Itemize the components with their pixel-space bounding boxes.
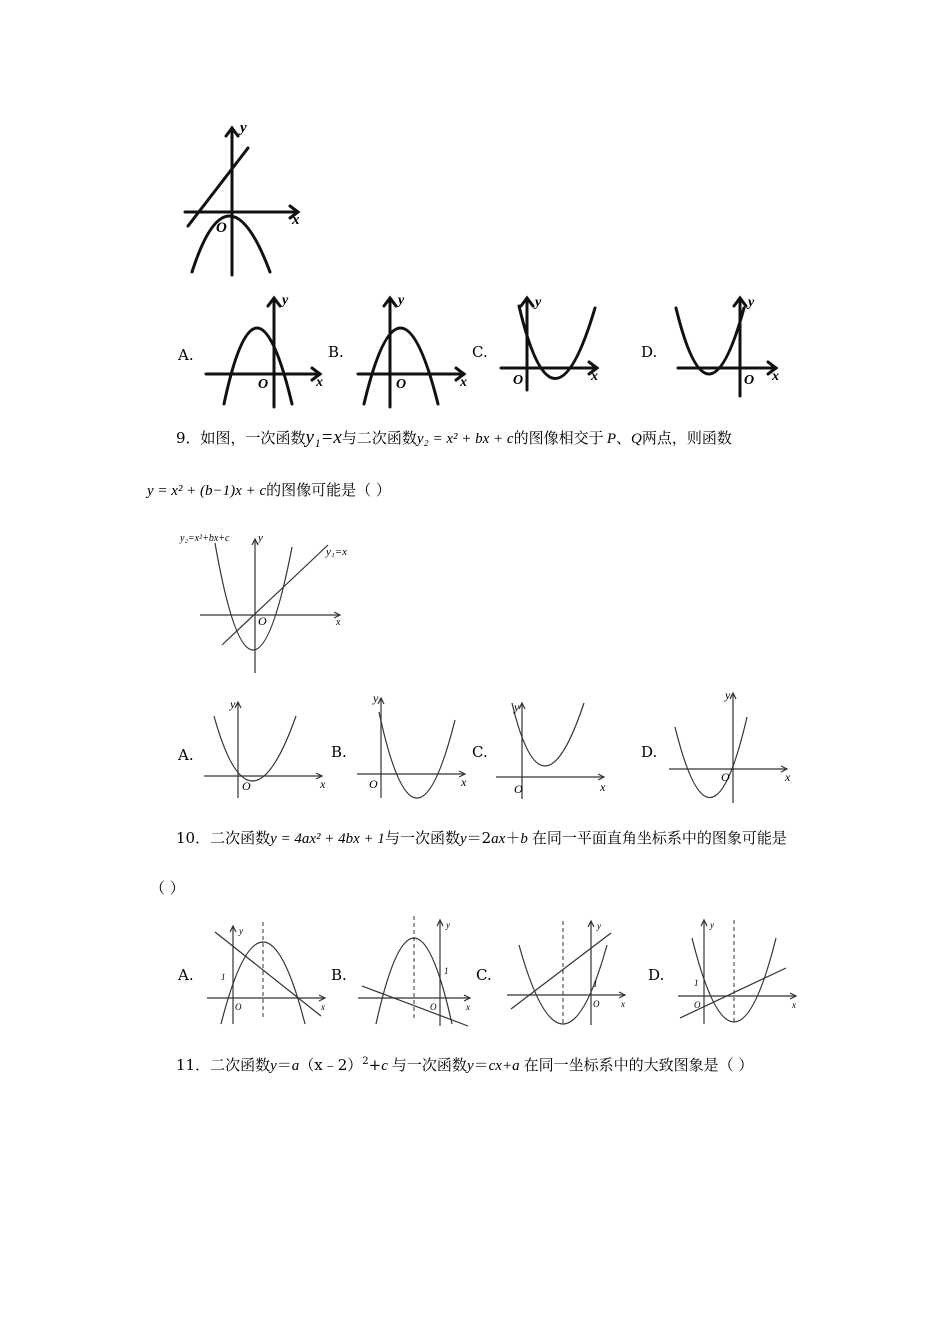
svg-text:y: y	[710, 920, 714, 930]
q9-option-a-graph[interactable]	[200, 696, 330, 800]
q9-option-a-label[interactable]: A.	[178, 746, 194, 764]
svg-text:y: y	[514, 700, 520, 714]
axis-label-y: y	[240, 120, 247, 136]
svg-text:O: O	[694, 1000, 701, 1010]
q10-line2: （ ）	[150, 879, 185, 897]
q10-option-d-label[interactable]: D.	[648, 966, 665, 984]
svg-text:x: x	[621, 999, 625, 1009]
q9-line2: y = x² + (b−1)x + c的图像可能是（ ）	[147, 481, 391, 499]
q8-option-b-graph[interactable]	[352, 292, 482, 412]
svg-text:x: x	[792, 1000, 796, 1010]
svg-text:O: O	[513, 373, 524, 388]
q8-option-c-graph[interactable]	[497, 292, 607, 392]
q9-line1: 9．如图，一次函数y₁=x与二次函数y₂ = x² + bx + c的图像相交于 P、Q两点，则函数	[176, 427, 732, 448]
svg-text:y: y	[748, 295, 755, 310]
svg-text:y: y	[258, 532, 263, 544]
svg-text:y: y	[597, 921, 601, 931]
svg-text:x: x	[316, 375, 323, 390]
q10-option-b-graph[interactable]	[356, 912, 476, 1028]
q8-option-d-graph[interactable]	[672, 292, 792, 402]
svg-text:y: y	[535, 295, 542, 310]
svg-text:O: O	[396, 377, 407, 392]
svg-text:x: x	[321, 1002, 325, 1012]
svg-text:O: O	[514, 782, 523, 796]
q10-option-b-label[interactable]: B.	[331, 966, 347, 984]
svg-text:O: O	[242, 779, 251, 793]
svg-text:x: x	[591, 369, 598, 384]
svg-text:y: y	[446, 920, 450, 930]
q9-y1-label: y₁=x	[326, 546, 348, 558]
svg-text:y: y	[239, 926, 243, 936]
q10-option-c-graph[interactable]	[505, 915, 630, 1027]
svg-text:x: x	[600, 780, 606, 794]
q9-option-b-graph[interactable]	[355, 690, 470, 800]
q8-option-a-label[interactable]: A.	[178, 346, 194, 364]
svg-text:x: x	[466, 1002, 470, 1012]
svg-text:1: 1	[694, 978, 699, 988]
q9-option-c-graph[interactable]	[494, 695, 609, 799]
q8-option-a-graph[interactable]	[200, 292, 330, 412]
q11-line1: 11．二次函数y＝a（x﹣2）$^2$+c 与一次函数y＝cx+a 在同一坐标系中的大致图象是（ ）	[176, 1056, 754, 1074]
q10-option-c-label[interactable]: C.	[476, 966, 492, 984]
q8-option-b-label[interactable]: B.	[328, 343, 344, 361]
svg-text:O: O	[258, 614, 267, 628]
svg-text:y: y	[398, 293, 405, 308]
svg-text:x: x	[460, 375, 467, 390]
q8-option-c-label[interactable]: C.	[472, 343, 488, 361]
svg-text:x: x	[336, 617, 341, 628]
q8-option-d-label[interactable]: D.	[641, 343, 658, 361]
q10-option-d-graph[interactable]	[676, 912, 801, 1027]
svg-text:O: O	[593, 999, 600, 1009]
svg-text:y: y	[725, 688, 731, 702]
axis-label-x: x	[292, 212, 300, 228]
origin-label: O	[216, 220, 227, 236]
q10-line1: 10．二次函数y = 4ax² + 4bx + 1与一次函数y＝2ax＋b 在同一平面直角坐标系中的图象可能是	[176, 829, 787, 847]
q10-option-a-graph[interactable]	[205, 920, 330, 1028]
q9-main-graph	[180, 525, 355, 675]
q9-option-b-label[interactable]: B.	[331, 743, 347, 761]
q9-y2-label: y₂=x²+bx+c	[180, 533, 230, 544]
svg-text:1: 1	[221, 972, 226, 982]
svg-text:O: O	[369, 777, 378, 791]
svg-text:x: x	[772, 369, 779, 384]
q8-main-graph	[180, 120, 310, 280]
svg-text:x: x	[461, 775, 467, 789]
q9-option-d-graph[interactable]	[665, 687, 795, 807]
svg-text:1: 1	[444, 966, 449, 976]
svg-text:x: x	[785, 770, 791, 784]
svg-text:O: O	[744, 373, 755, 388]
svg-text:O: O	[258, 377, 269, 392]
svg-text:O: O	[235, 1002, 242, 1012]
q10-option-a-label[interactable]: A.	[178, 966, 194, 984]
svg-text:1: 1	[593, 979, 598, 989]
svg-text:O: O	[430, 1002, 437, 1012]
svg-text:x: x	[320, 777, 326, 791]
svg-text:O: O	[721, 770, 730, 784]
q9-option-c-label[interactable]: C.	[472, 743, 488, 761]
svg-text:y: y	[230, 697, 236, 711]
svg-text:y: y	[373, 691, 379, 705]
svg-text:y: y	[282, 293, 289, 308]
q9-option-d-label[interactable]: D.	[641, 743, 658, 761]
